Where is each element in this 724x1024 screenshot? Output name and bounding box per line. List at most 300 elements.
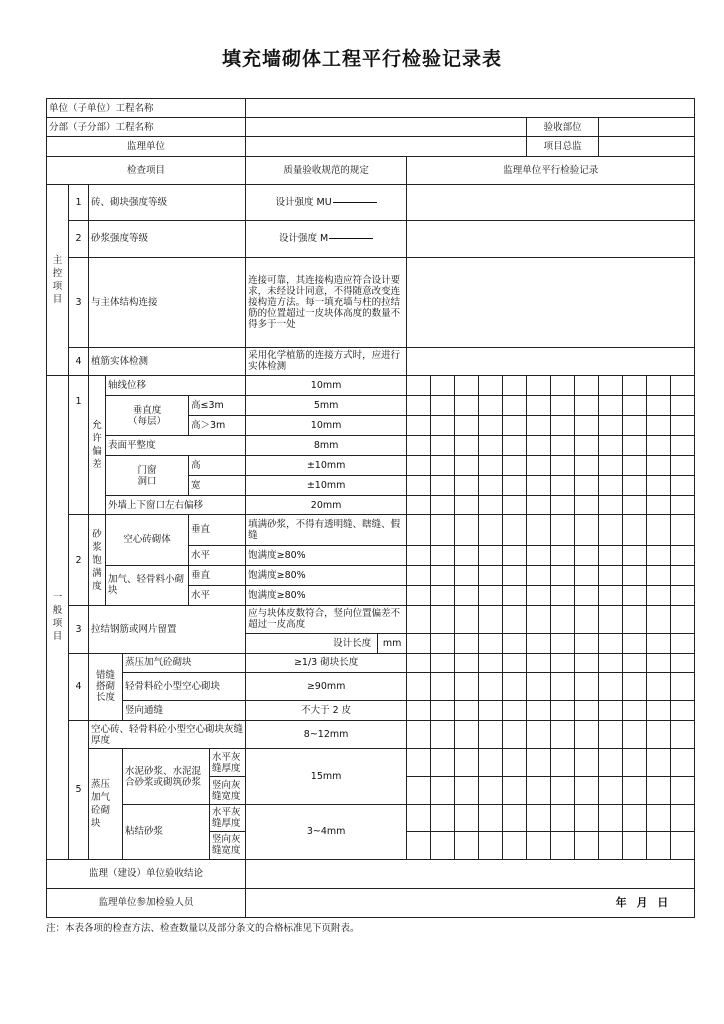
cell[interactable]: [455, 777, 479, 805]
cell[interactable]: [599, 416, 623, 436]
cell[interactable]: [671, 633, 695, 653]
cell[interactable]: [407, 777, 431, 805]
cell[interactable]: [623, 396, 647, 416]
cell[interactable]: [479, 777, 503, 805]
mc-record-3[interactable]: [407, 257, 695, 347]
cell[interactable]: [503, 749, 527, 777]
cell[interactable]: [503, 777, 527, 805]
cell[interactable]: [623, 605, 647, 633]
g5-glue: 粘结砂浆: [123, 805, 210, 859]
cell[interactable]: [599, 672, 623, 700]
cell[interactable]: [431, 436, 455, 456]
cell[interactable]: [599, 456, 623, 476]
conclusion-value[interactable]: [246, 859, 695, 888]
cell[interactable]: [407, 633, 431, 653]
cell[interactable]: [479, 749, 503, 777]
cell[interactable]: [551, 416, 575, 436]
cell[interactable]: [527, 396, 551, 416]
cell[interactable]: [575, 749, 599, 777]
cell[interactable]: [479, 496, 503, 515]
cell[interactable]: [455, 375, 479, 395]
cell[interactable]: [503, 653, 527, 672]
cell[interactable]: [551, 515, 575, 545]
cell[interactable]: [479, 653, 503, 672]
cell[interactable]: [623, 672, 647, 700]
g3-name: 拉结钢筋或网片留置: [89, 605, 246, 653]
cell[interactable]: [527, 565, 551, 585]
cell[interactable]: [647, 672, 671, 700]
g5-label: 蒸压 加气 砼砌 块: [89, 749, 123, 859]
cell[interactable]: [407, 832, 431, 859]
g3-design-len: 设计长度: [246, 633, 378, 653]
cell[interactable]: [455, 633, 479, 653]
cell[interactable]: [671, 721, 695, 749]
cell[interactable]: [527, 605, 551, 633]
cell[interactable]: [551, 721, 575, 749]
cell[interactable]: [503, 721, 527, 749]
cell[interactable]: [647, 749, 671, 777]
cell[interactable]: [575, 832, 599, 859]
cell[interactable]: [503, 832, 527, 859]
cell[interactable]: [623, 515, 647, 545]
cell[interactable]: [407, 749, 431, 777]
cell[interactable]: [551, 545, 575, 565]
cell[interactable]: [575, 672, 599, 700]
cell[interactable]: [599, 653, 623, 672]
cell[interactable]: [479, 672, 503, 700]
cell[interactable]: [455, 653, 479, 672]
cell[interactable]: [431, 565, 455, 585]
cell[interactable]: [455, 832, 479, 859]
cell[interactable]: [623, 375, 647, 395]
cell[interactable]: [647, 832, 671, 859]
cell[interactable]: [575, 605, 599, 633]
cell[interactable]: [599, 545, 623, 565]
cell[interactable]: [599, 832, 623, 859]
cell[interactable]: [623, 777, 647, 805]
chief-supervisor-label: 项目总监: [527, 137, 599, 157]
cell[interactable]: [623, 701, 647, 721]
cell[interactable]: [503, 565, 527, 585]
cell[interactable]: [455, 805, 479, 832]
cell[interactable]: [431, 476, 455, 496]
cell[interactable]: [647, 565, 671, 585]
cell[interactable]: [575, 777, 599, 805]
cell[interactable]: [623, 633, 647, 653]
cell[interactable]: [431, 375, 455, 395]
cell[interactable]: [407, 375, 431, 395]
cell[interactable]: [599, 515, 623, 545]
cell[interactable]: [503, 416, 527, 436]
cell[interactable]: [551, 701, 575, 721]
cell[interactable]: [503, 496, 527, 515]
cell[interactable]: [527, 476, 551, 496]
cell[interactable]: [431, 515, 455, 545]
g5-top: 空心砖、轻骨料砼小型空心砌块灰缝厚度: [89, 721, 246, 749]
col-record-header: 监理单位平行检验记录: [407, 157, 695, 185]
cell[interactable]: [431, 749, 455, 777]
cell[interactable]: [527, 436, 551, 456]
cell[interactable]: [599, 565, 623, 585]
cell[interactable]: [551, 585, 575, 605]
cell[interactable]: [599, 805, 623, 832]
cell[interactable]: [671, 396, 695, 416]
cell[interactable]: [671, 436, 695, 456]
cell[interactable]: [647, 805, 671, 832]
cell[interactable]: [527, 672, 551, 700]
cell[interactable]: [527, 701, 551, 721]
cell[interactable]: [455, 416, 479, 436]
cell[interactable]: [647, 496, 671, 515]
cell[interactable]: [671, 496, 695, 515]
cell[interactable]: [407, 565, 431, 585]
footnote: 注：本表各项的检查方法、检查数量以及部分条文的合格标准见下页附表。: [46, 923, 360, 934]
cell[interactable]: [479, 585, 503, 605]
cell[interactable]: [407, 805, 431, 832]
cell[interactable]: [527, 515, 551, 545]
cell[interactable]: [647, 585, 671, 605]
cell[interactable]: [431, 832, 455, 859]
mc-no-3: 3: [69, 257, 89, 347]
cell[interactable]: [527, 545, 551, 565]
cell[interactable]: [455, 545, 479, 565]
cell[interactable]: [575, 515, 599, 545]
cell[interactable]: [407, 515, 431, 545]
cell[interactable]: [407, 436, 431, 456]
cell[interactable]: [503, 605, 527, 633]
g1-vert-high-val: 10mm: [246, 416, 407, 436]
g1-vert-low: 高≤3m: [189, 396, 246, 416]
g1-flat-val: 8mm: [246, 436, 407, 456]
cell[interactable]: [647, 476, 671, 496]
cell[interactable]: [431, 605, 455, 633]
cell[interactable]: [671, 416, 695, 436]
cell[interactable]: [575, 496, 599, 515]
cell[interactable]: [479, 832, 503, 859]
g4-label: 错缝 搭砌 长度: [89, 653, 123, 720]
cell[interactable]: [671, 749, 695, 777]
chief-supervisor-value[interactable]: [599, 137, 695, 157]
cell[interactable]: [551, 375, 575, 395]
cell[interactable]: [575, 416, 599, 436]
cell[interactable]: [671, 777, 695, 805]
cell[interactable]: [671, 832, 695, 859]
sign-date[interactable]: 年 月 日: [246, 888, 695, 917]
cell[interactable]: [407, 721, 431, 749]
cell[interactable]: [455, 396, 479, 416]
cell[interactable]: [671, 515, 695, 545]
cell[interactable]: [503, 701, 527, 721]
acceptance-part-label: 验收部位: [527, 118, 599, 137]
cell[interactable]: [407, 605, 431, 633]
cell[interactable]: [431, 777, 455, 805]
cell[interactable]: [431, 672, 455, 700]
cell[interactable]: [575, 701, 599, 721]
cell[interactable]: [503, 805, 527, 832]
cell[interactable]: [647, 653, 671, 672]
cell[interactable]: [647, 515, 671, 545]
g5-v-width-2: 竖向灰缝宽度: [210, 832, 246, 859]
cell[interactable]: [551, 805, 575, 832]
cell[interactable]: [407, 545, 431, 565]
cell[interactable]: [623, 805, 647, 832]
cell[interactable]: [479, 436, 503, 456]
cell[interactable]: [599, 436, 623, 456]
cell[interactable]: [479, 416, 503, 436]
supervision-unit-value[interactable]: [246, 137, 527, 157]
cell[interactable]: [479, 633, 503, 653]
unit-project-value[interactable]: [246, 99, 695, 118]
cell[interactable]: [407, 653, 431, 672]
cell[interactable]: [479, 545, 503, 565]
cell[interactable]: [431, 701, 455, 721]
cell[interactable]: [527, 653, 551, 672]
cell[interactable]: [407, 672, 431, 700]
g5-top-val: 8~12mm: [246, 721, 407, 749]
cell[interactable]: [407, 585, 431, 605]
g2-light-h: 饱满度≥80%: [246, 585, 407, 605]
cell[interactable]: [479, 701, 503, 721]
cell[interactable]: [407, 456, 431, 476]
cell[interactable]: [575, 375, 599, 395]
cell[interactable]: [671, 585, 695, 605]
cell[interactable]: [575, 585, 599, 605]
cell[interactable]: [599, 585, 623, 605]
cell[interactable]: [455, 605, 479, 633]
cell[interactable]: [455, 496, 479, 515]
cell[interactable]: [455, 476, 479, 496]
g1-vert: 垂直度 （每层）: [106, 396, 189, 436]
cell[interactable]: [551, 749, 575, 777]
cell[interactable]: [431, 585, 455, 605]
cell[interactable]: [407, 476, 431, 496]
cell[interactable]: [623, 749, 647, 777]
cell[interactable]: [647, 721, 671, 749]
cell[interactable]: [503, 672, 527, 700]
cell[interactable]: [407, 396, 431, 416]
cell[interactable]: [623, 545, 647, 565]
mc-record-4[interactable]: [407, 347, 695, 375]
cell[interactable]: [431, 456, 455, 476]
cell[interactable]: [527, 496, 551, 515]
cell[interactable]: [551, 653, 575, 672]
cell[interactable]: [599, 496, 623, 515]
mc-spec-3: 连接可靠，其连接构造应符合设计要求，未经设计同意，不得随意改变连接构造方法。每一填充墙与柱的拉结筋的位置超过一皮块体高度的数量不得多于一处: [246, 257, 407, 347]
cell[interactable]: [479, 456, 503, 476]
cell[interactable]: [623, 565, 647, 585]
mc-no-4: 4: [69, 347, 89, 375]
cell[interactable]: [527, 805, 551, 832]
cell[interactable]: [575, 396, 599, 416]
cell[interactable]: [551, 832, 575, 859]
cell[interactable]: [647, 633, 671, 653]
cell[interactable]: [551, 777, 575, 805]
cell[interactable]: [455, 436, 479, 456]
cell[interactable]: [479, 565, 503, 585]
cell[interactable]: [599, 605, 623, 633]
cell[interactable]: [671, 805, 695, 832]
cell[interactable]: [551, 605, 575, 633]
main-control-label: 主 控 项 目: [47, 185, 69, 376]
cell[interactable]: [407, 416, 431, 436]
cell[interactable]: [479, 515, 503, 545]
cell[interactable]: [527, 777, 551, 805]
mc-no-2: 2: [69, 221, 89, 257]
cell[interactable]: [599, 375, 623, 395]
cell[interactable]: [647, 777, 671, 805]
cell[interactable]: [431, 416, 455, 436]
mc-record-2[interactable]: [407, 221, 695, 257]
cell[interactable]: [479, 476, 503, 496]
g2-hollow: 空心砖砌体: [106, 515, 189, 565]
cell[interactable]: [479, 721, 503, 749]
cell[interactable]: [575, 545, 599, 565]
blank-line[interactable]: [329, 238, 373, 239]
cell[interactable]: [503, 456, 527, 476]
cell[interactable]: [647, 375, 671, 395]
cell[interactable]: [455, 515, 479, 545]
inspection-table: [46, 98, 695, 918]
cell[interactable]: [671, 653, 695, 672]
cell[interactable]: [503, 633, 527, 653]
cell[interactable]: [671, 545, 695, 565]
cell[interactable]: [503, 476, 527, 496]
g4-vjoint-val: 不大于 2 皮: [246, 701, 407, 721]
cell[interactable]: [575, 436, 599, 456]
cell[interactable]: [479, 605, 503, 633]
cell[interactable]: [671, 375, 695, 395]
cell[interactable]: [431, 721, 455, 749]
cell[interactable]: [599, 633, 623, 653]
cell[interactable]: [551, 436, 575, 456]
cell[interactable]: [455, 749, 479, 777]
g3-unit: mm: [378, 633, 407, 653]
cell[interactable]: [671, 605, 695, 633]
cell[interactable]: [431, 396, 455, 416]
cell[interactable]: [527, 416, 551, 436]
cell[interactable]: [623, 416, 647, 436]
cell[interactable]: [575, 721, 599, 749]
cell[interactable]: [671, 476, 695, 496]
cell[interactable]: [575, 456, 599, 476]
cell[interactable]: [527, 633, 551, 653]
cell[interactable]: [407, 496, 431, 515]
cell[interactable]: [455, 721, 479, 749]
cell[interactable]: [527, 721, 551, 749]
cell[interactable]: [623, 456, 647, 476]
cell[interactable]: [551, 633, 575, 653]
cell[interactable]: [503, 396, 527, 416]
cell[interactable]: [551, 476, 575, 496]
cell[interactable]: [575, 565, 599, 585]
cell[interactable]: [599, 396, 623, 416]
cell[interactable]: [599, 721, 623, 749]
g2-label: 砂 浆 饱 满 度: [89, 515, 106, 605]
cell[interactable]: [527, 749, 551, 777]
cell[interactable]: [455, 701, 479, 721]
mc-record-1[interactable]: [407, 185, 695, 221]
cell[interactable]: [575, 476, 599, 496]
cell[interactable]: [623, 721, 647, 749]
g1-vert-low-val: 5mm: [246, 396, 407, 416]
cell[interactable]: [431, 805, 455, 832]
cell[interactable]: [647, 416, 671, 436]
cell[interactable]: [527, 375, 551, 395]
g1-door: 门窗 洞口: [106, 456, 189, 496]
cell[interactable]: [479, 396, 503, 416]
cell[interactable]: [527, 585, 551, 605]
cell[interactable]: [647, 456, 671, 476]
cell[interactable]: [575, 653, 599, 672]
cell[interactable]: [671, 672, 695, 700]
cell[interactable]: [455, 672, 479, 700]
cell[interactable]: [599, 777, 623, 805]
cell[interactable]: [623, 436, 647, 456]
cell[interactable]: [551, 456, 575, 476]
cell[interactable]: [503, 515, 527, 545]
cell[interactable]: [431, 496, 455, 515]
cell[interactable]: [671, 701, 695, 721]
cell[interactable]: [647, 545, 671, 565]
cell[interactable]: [527, 832, 551, 859]
cell[interactable]: [431, 653, 455, 672]
cell[interactable]: [455, 585, 479, 605]
cell[interactable]: [647, 701, 671, 721]
g1-door-w: 宽: [189, 476, 246, 496]
cell[interactable]: [503, 585, 527, 605]
cell[interactable]: [647, 396, 671, 416]
cell[interactable]: [503, 375, 527, 395]
g5-h-thick-2: 水平灰缝厚度: [210, 805, 246, 832]
cell[interactable]: [623, 496, 647, 515]
cell[interactable]: [647, 436, 671, 456]
cell[interactable]: [527, 456, 551, 476]
cell[interactable]: [599, 701, 623, 721]
cell[interactable]: [431, 545, 455, 565]
cell[interactable]: [407, 701, 431, 721]
cell[interactable]: [479, 805, 503, 832]
mc-no-1: 1: [69, 185, 89, 221]
cell[interactable]: [455, 565, 479, 585]
cell[interactable]: [503, 436, 527, 456]
cell[interactable]: [671, 565, 695, 585]
cell[interactable]: [503, 545, 527, 565]
cell[interactable]: [551, 565, 575, 585]
mc-spec-4: 采用化学植筋的连接方式时，应进行实体检测: [246, 347, 407, 375]
g2-light: 加气、轻骨料小砌块: [106, 565, 189, 605]
cell[interactable]: [623, 653, 647, 672]
cell[interactable]: [455, 456, 479, 476]
cell[interactable]: [599, 476, 623, 496]
cell[interactable]: [551, 672, 575, 700]
general-label: 一 般 项 目: [47, 375, 69, 859]
cell[interactable]: [647, 605, 671, 633]
cell[interactable]: [623, 832, 647, 859]
cell[interactable]: [671, 456, 695, 476]
acceptance-part-value[interactable]: [599, 118, 695, 137]
cell[interactable]: [551, 396, 575, 416]
cell[interactable]: [575, 805, 599, 832]
cell[interactable]: [599, 749, 623, 777]
cell[interactable]: [575, 633, 599, 653]
cell[interactable]: [431, 633, 455, 653]
cell[interactable]: [479, 375, 503, 395]
cell[interactable]: [623, 585, 647, 605]
sub-project-value[interactable]: [246, 118, 527, 137]
cell[interactable]: [623, 476, 647, 496]
blank-line[interactable]: [333, 202, 377, 203]
cell[interactable]: [551, 496, 575, 515]
